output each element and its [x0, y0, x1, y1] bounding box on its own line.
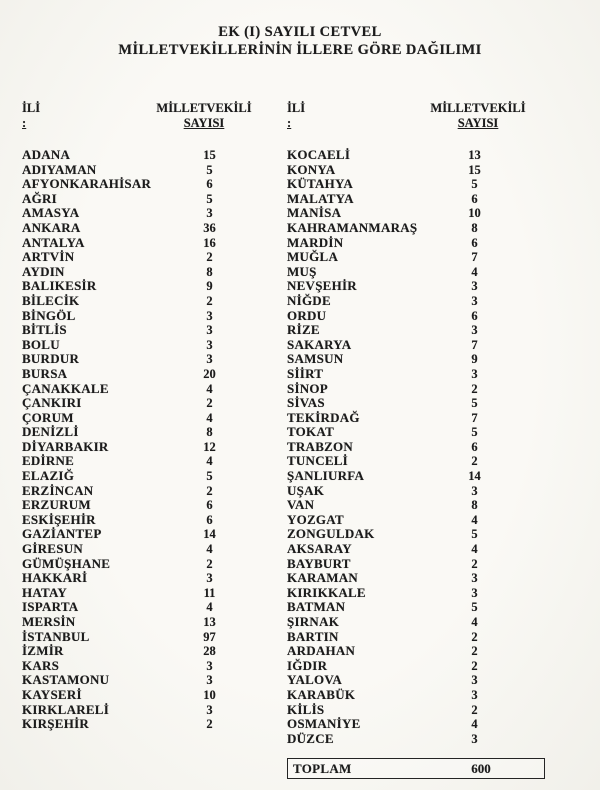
table-row: [22, 309, 262, 324]
deputy-count: 28: [203, 644, 216, 659]
deputy-count: 3: [471, 673, 478, 688]
table-row: [22, 323, 262, 338]
table-row: [287, 265, 527, 280]
province-name: ANKARA: [22, 219, 81, 235]
table-row: [22, 192, 262, 207]
province-name: ZONGULDAK: [287, 526, 375, 542]
deputy-count: 3: [471, 323, 478, 338]
province-name: BİTLİS: [22, 322, 67, 338]
table-row: [287, 367, 527, 382]
document-title: [0, 23, 600, 59]
province-header-colon: :: [287, 116, 292, 130]
right-count-column-header: [408, 101, 548, 131]
province-name: BATMAN: [287, 599, 346, 615]
province-name: BAYBURT: [287, 555, 351, 571]
count-header-line2: SAYISI: [183, 116, 225, 130]
deputy-count: 5: [471, 396, 478, 411]
deputy-count: 10: [203, 687, 216, 702]
deputy-count: 4: [206, 600, 213, 615]
deputy-count: 3: [471, 366, 478, 381]
left-province-column-header: [22, 101, 40, 131]
table-row: [287, 206, 527, 221]
table-row: [22, 673, 262, 688]
province-name: KÜTAHYA: [287, 176, 354, 192]
deputy-count: 3: [471, 687, 478, 702]
table-row: [287, 513, 527, 528]
province-name: ARDAHAN: [287, 643, 356, 659]
deputy-count: 13: [468, 148, 481, 162]
deputy-count: 8: [471, 498, 478, 513]
province-name: ERZURUM: [22, 497, 91, 513]
table-row: [22, 367, 262, 382]
province-name: KAHRAMANMARAŞ: [287, 219, 418, 235]
table-row: [22, 163, 262, 178]
table-row: [22, 396, 262, 411]
deputy-count: 3: [206, 352, 213, 367]
table-row: [287, 192, 527, 207]
table-row: [22, 703, 262, 718]
deputy-count: 2: [471, 644, 478, 659]
deputy-count: 3: [206, 673, 213, 688]
table-row: [22, 250, 262, 265]
province-header-colon: :: [22, 116, 27, 130]
deputy-count: 13: [203, 615, 216, 629]
deputy-count: 2: [471, 556, 478, 571]
province-name: İSTANBUL: [22, 628, 90, 644]
table-row: [287, 352, 527, 367]
province-name: BİNGÖL: [22, 307, 76, 323]
province-name: KİLİS: [287, 701, 325, 717]
deputy-count: 5: [206, 191, 213, 206]
deputy-count: 5: [206, 162, 213, 177]
deputy-count: 11: [203, 585, 216, 600]
table-row: [22, 557, 262, 572]
table-row: [287, 294, 527, 309]
deputy-count: 20: [203, 366, 216, 381]
province-name: TUNCELİ: [287, 453, 348, 469]
table-row: [22, 586, 262, 601]
deputy-count: 2: [206, 483, 213, 498]
total-value: 600: [471, 761, 491, 776]
province-name: BARTIN: [287, 628, 339, 644]
province-name: TOKAT: [287, 424, 335, 440]
province-name: KIRŞEHİR: [22, 716, 90, 732]
province-name: ELAZIĞ: [22, 468, 75, 484]
deputy-count: 7: [471, 250, 478, 265]
table-row: [287, 527, 527, 542]
table-row: [22, 338, 262, 353]
deputy-count: 4: [471, 542, 478, 557]
province-name: UŞAK: [287, 482, 325, 498]
table-row: [22, 177, 262, 192]
deputy-count: 3: [206, 206, 213, 221]
province-name: ŞIRNAK: [287, 614, 340, 629]
table-row: [22, 221, 262, 236]
deputy-count: 3: [471, 571, 478, 586]
table-row: [287, 469, 527, 484]
table-row: [22, 411, 262, 426]
province-name: MALATYA: [287, 190, 354, 206]
province-name: KARABÜK: [287, 686, 356, 702]
province-name: RİZE: [287, 322, 320, 338]
deputy-count: 97: [203, 629, 216, 644]
deputy-count: 6: [471, 439, 478, 454]
document-title-line1: EK (I) SAYILI CETVEL: [218, 24, 382, 40]
province-name: ISPARTA: [22, 599, 79, 615]
document-title-line2: MİLLETVEKİLLERİNİN İLLERE GÖRE DAĞILIMI: [118, 42, 482, 58]
province-name: ÇANKIRI: [22, 395, 82, 411]
province-name: YOZGAT: [287, 511, 344, 527]
deputy-count: 3: [206, 323, 213, 338]
province-name: BİLECİK: [22, 292, 80, 308]
table-row: [22, 440, 262, 455]
deputy-count: 3: [206, 571, 213, 586]
left-province-table: [22, 148, 262, 732]
deputy-count: 2: [471, 629, 478, 644]
deputy-count: 7: [471, 337, 478, 352]
table-row: [287, 396, 527, 411]
table-row: [287, 732, 527, 747]
table-row: [22, 454, 262, 469]
province-name: NEVŞEHİR: [287, 278, 357, 294]
count-header-line2: SAYISI: [457, 116, 499, 130]
deputy-count: 2: [471, 658, 478, 673]
deputy-count: 4: [206, 454, 213, 469]
deputy-count: 3: [471, 483, 478, 498]
deputy-count: 8: [471, 220, 478, 235]
table-row: [22, 498, 262, 513]
table-row: [287, 148, 527, 163]
deputy-count: 4: [471, 264, 478, 279]
province-name: DİYARBAKIR: [22, 438, 109, 454]
table-row: [287, 542, 527, 557]
table-row: [22, 294, 262, 309]
deputy-count: 5: [471, 600, 478, 615]
province-name: KASTAMONU: [22, 672, 110, 688]
table-row: [22, 382, 262, 397]
table-row: [22, 688, 262, 703]
province-name: ARTVİN: [22, 249, 75, 265]
province-name: SİVAS: [287, 395, 325, 411]
table-row: [22, 600, 262, 615]
province-name: ORDU: [287, 307, 327, 323]
province-name: MANİSA: [287, 205, 342, 221]
province-name: GİRESUN: [22, 541, 83, 557]
province-name: ANTALYA: [22, 234, 85, 250]
province-name: GÜMÜŞHANE: [22, 555, 111, 571]
deputy-count: 2: [471, 702, 478, 717]
province-name: HATAY: [22, 584, 68, 600]
deputy-count: 15: [203, 148, 216, 162]
province-name: YALOVA: [287, 672, 342, 688]
table-row: [22, 206, 262, 221]
province-name: TEKİRDAĞ: [287, 409, 360, 425]
table-row: [22, 659, 262, 674]
province-name: VAN: [287, 497, 315, 513]
province-name: ADANA: [22, 147, 71, 162]
province-header-label: İLİ: [287, 101, 306, 115]
province-name: KARAMAN: [287, 570, 359, 586]
deputy-count: 15: [468, 162, 481, 177]
province-name: BURDUR: [22, 351, 80, 367]
table-row: [287, 221, 527, 236]
deputy-count: 3: [206, 658, 213, 673]
table-row: [287, 454, 527, 469]
table-row: [287, 498, 527, 513]
table-row: [22, 644, 262, 659]
deputy-count: 2: [206, 717, 213, 732]
province-name: KIRIKKALE: [287, 584, 366, 600]
province-name: EDİRNE: [22, 453, 75, 469]
table-row: [287, 571, 527, 586]
deputy-count: 5: [471, 425, 478, 440]
deputy-count: 2: [471, 454, 478, 469]
province-name: ESKİŞEHİR: [22, 511, 96, 527]
deputy-count: 14: [203, 527, 216, 542]
table-row: [22, 425, 262, 440]
table-row: [287, 411, 527, 426]
deputy-count: 3: [206, 308, 213, 323]
province-name: NİĞDE: [287, 292, 331, 308]
count-header-line1: MİLLETVEKİLİ: [430, 101, 526, 115]
total-box: [287, 758, 545, 779]
deputy-count: 5: [206, 469, 213, 484]
count-header-line1: MİLLETVEKİLİ: [156, 101, 252, 115]
table-row: [22, 279, 262, 294]
table-row: [287, 586, 527, 601]
table-row: [22, 352, 262, 367]
table-row: [287, 236, 527, 251]
table-row: [22, 469, 262, 484]
table-row: [287, 630, 527, 645]
deputy-count: 6: [206, 512, 213, 527]
deputy-count: 4: [471, 717, 478, 732]
left-count-column-header: [148, 101, 260, 131]
table-row: [287, 600, 527, 615]
table-row: [287, 440, 527, 455]
right-province-table: [287, 148, 527, 746]
deputy-count: 36: [203, 220, 216, 235]
deputy-count: 4: [206, 542, 213, 557]
deputy-count: 8: [206, 425, 213, 440]
province-name: AĞRI: [22, 190, 57, 206]
table-row: [287, 250, 527, 265]
deputy-count: 4: [206, 381, 213, 396]
deputy-count: 3: [206, 337, 213, 352]
deputy-count: 3: [471, 731, 478, 746]
table-row: [22, 513, 262, 528]
deputy-count: 2: [206, 556, 213, 571]
deputy-count: 6: [206, 177, 213, 192]
province-name: ADIYAMAN: [22, 161, 97, 177]
province-name: AFYONKARAHİSAR: [22, 176, 152, 192]
province-name: MERSİN: [22, 614, 76, 629]
table-row: [287, 557, 527, 572]
table-row: [22, 148, 262, 163]
deputy-count: 4: [471, 615, 478, 629]
deputy-count: 5: [471, 177, 478, 192]
table-row: [287, 659, 527, 674]
province-name: KARS: [22, 657, 60, 673]
table-row: [22, 615, 262, 630]
province-name: ŞANLIURFA: [287, 468, 365, 484]
deputy-count: 6: [471, 308, 478, 323]
table-row: [287, 309, 527, 324]
province-name: DENİZLİ: [22, 424, 79, 440]
table-row: [22, 527, 262, 542]
province-name: GAZİANTEP: [22, 526, 102, 542]
province-name: IĞDIR: [287, 657, 328, 673]
table-row: [287, 615, 527, 630]
province-name: SAKARYA: [287, 336, 352, 352]
province-name: SAMSUN: [287, 351, 344, 367]
province-name: BOLU: [22, 336, 60, 352]
deputy-count: 2: [206, 250, 213, 265]
province-name: ÇORUM: [22, 409, 74, 425]
table-row: [22, 236, 262, 251]
table-row: [22, 630, 262, 645]
table-row: [287, 323, 527, 338]
table-row: [287, 484, 527, 499]
province-name: SİİRT: [287, 365, 324, 381]
deputy-count: 6: [206, 498, 213, 513]
province-name: MUŞ: [287, 263, 317, 279]
table-row: [22, 717, 262, 732]
province-name: ERZİNCAN: [22, 482, 94, 498]
right-province-column-header: [287, 101, 305, 131]
province-name: MARDİN: [287, 234, 344, 250]
province-name: AKSARAY: [287, 541, 352, 557]
table-row: [287, 717, 527, 732]
table-row: [287, 279, 527, 294]
province-name: ÇANAKKALE: [22, 380, 109, 396]
province-name: BURSA: [22, 365, 68, 381]
province-name: MUĞLA: [287, 249, 339, 265]
deputy-count: 10: [468, 206, 481, 221]
deputy-count: 2: [206, 396, 213, 411]
deputy-count: 12: [203, 439, 216, 454]
table-row: [22, 484, 262, 499]
province-name: İZMİR: [22, 643, 64, 659]
deputy-count: 14: [468, 469, 481, 484]
deputy-count: 8: [206, 264, 213, 279]
deputy-count: 3: [206, 702, 213, 717]
table-row: [22, 265, 262, 280]
province-name: KOCAELİ: [287, 147, 351, 162]
deputy-count: 4: [206, 410, 213, 425]
deputy-count: 7: [471, 410, 478, 425]
deputy-count: 9: [471, 352, 478, 367]
deputy-count: 6: [471, 235, 478, 250]
table-row: [22, 571, 262, 586]
table-row: [287, 644, 527, 659]
province-name: KONYA: [287, 161, 336, 177]
deputy-count: 5: [471, 527, 478, 542]
table-row: [287, 673, 527, 688]
province-header-label: İLİ: [22, 101, 41, 115]
deputy-count: 3: [471, 293, 478, 308]
deputy-count: 2: [471, 381, 478, 396]
table-row: [287, 425, 527, 440]
deputy-count: 3: [471, 279, 478, 294]
province-name: AMASYA: [22, 205, 80, 221]
table-row: [287, 338, 527, 353]
table-row: [287, 688, 527, 703]
province-name: KIRKLARELİ: [22, 701, 110, 717]
deputy-count: 3: [471, 585, 478, 600]
province-name: TRABZON: [287, 438, 354, 454]
table-row: [287, 163, 527, 178]
province-name: DÜZCE: [287, 730, 334, 746]
table-row: [287, 177, 527, 192]
deputy-count: 4: [471, 512, 478, 527]
province-name: HAKKARİ: [22, 570, 88, 586]
table-row: [22, 542, 262, 557]
total-label: TOPLAM: [293, 761, 352, 776]
deputy-count: 6: [471, 191, 478, 206]
province-name: AYDIN: [22, 263, 65, 279]
deputy-count: 16: [203, 235, 216, 250]
deputy-count: 9: [206, 279, 213, 294]
province-name: KAYSERİ: [22, 686, 82, 702]
table-row: [287, 382, 527, 397]
province-name: BALIKESİR: [22, 278, 97, 294]
deputy-count: 2: [206, 293, 213, 308]
province-name: OSMANİYE: [287, 716, 361, 732]
province-name: SİNOP: [287, 380, 328, 396]
table-row: [287, 703, 527, 718]
